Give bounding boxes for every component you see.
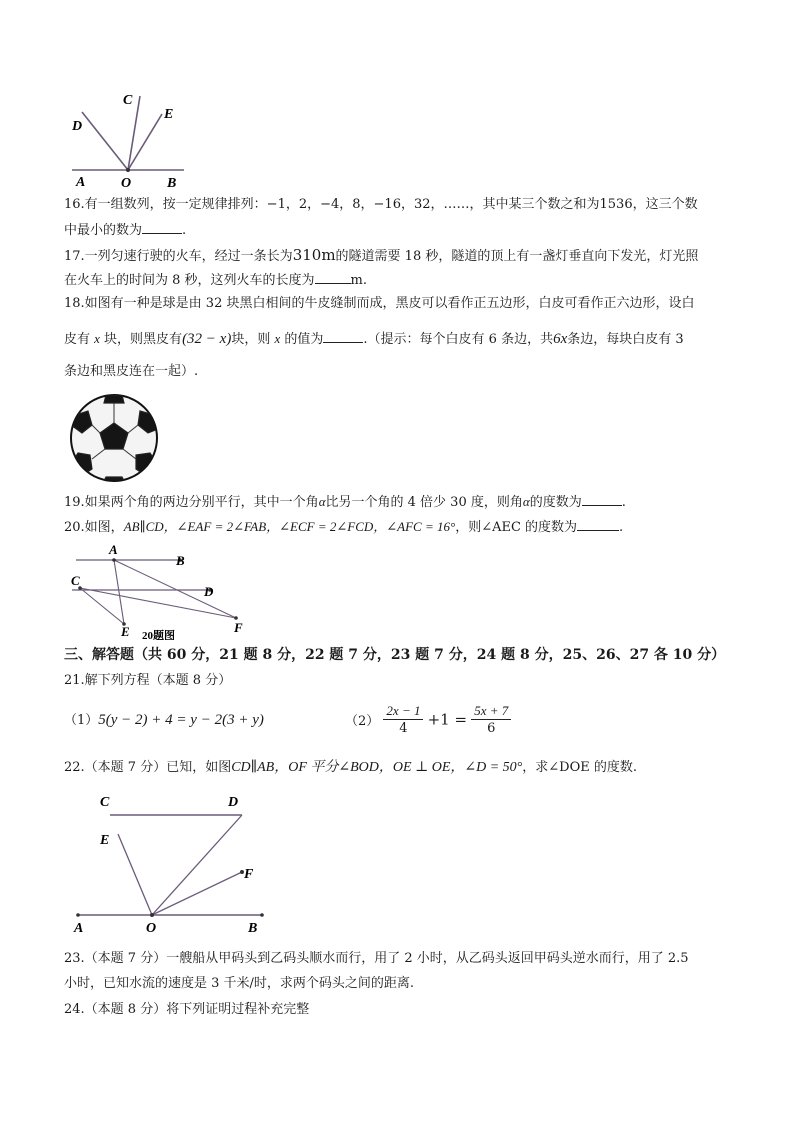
- ray-od: [82, 112, 128, 170]
- label-f: F: [244, 867, 254, 882]
- figure-caption: 20题图: [142, 630, 175, 640]
- q16-line1: 16.有一组数列，按一定规律排列：−1，2，−4，8，−16，32，……，其中某三个数之和为1536，这三个数: [64, 197, 698, 212]
- label-d: D: [228, 795, 239, 810]
- figure-q22: [66, 790, 276, 936]
- q16-line2: 中最小的数为 .: [64, 223, 187, 238]
- q21-title: 21.解下列方程（本题 8 分）: [64, 673, 232, 688]
- q18-line2: 皮有 x 块，则黑皮有(32 − x)块，则 x 的值为 .（提示：每个白皮有 6 条边，共6x条边，每块白皮有 3: [64, 331, 684, 347]
- label-b: B: [248, 921, 258, 936]
- figure-q20: [66, 540, 256, 640]
- label-f: F: [234, 620, 243, 635]
- label-b: B: [167, 176, 177, 190]
- q17-line2: 在火车上的时间为 8 秒，这列火车的长度为 m.: [64, 273, 368, 288]
- q21-part2: （2） $\frac{2x - 1}{4}$ +1 = $\frac{5x + 7}{6}$: [345, 702, 511, 737]
- answer-blank[interactable]: [577, 518, 619, 531]
- soccer-ball-figure: [68, 393, 160, 483]
- figure-angle-diagram: [66, 90, 196, 190]
- q21-part1: （1）5(y − 2) + 4 = y − 2(3 + y): [64, 712, 264, 728]
- answer-blank[interactable]: [315, 271, 351, 284]
- q18-line1: 18.如图有一种是球是由 32 块黑白相间的牛皮缝制而成，黑皮可以看作正五边形，白皮可看作正六边形，设白: [64, 296, 695, 311]
- label-a: A: [74, 921, 84, 936]
- q20-line: 20.如图，AB∥CD，∠EAF = 2∠FAB，∠ECF = 2∠FCD，∠AFC = 16°，则∠AEC 的度数为 .: [64, 519, 624, 535]
- q17-line1: 17.一列匀速行驶的火车，经过一条长为310m的隧道需要 18 秒，隧道的顶上有一盏灯垂直向下发光，灯光照: [64, 246, 699, 264]
- label-o: O: [146, 921, 157, 936]
- answer-blank[interactable]: [323, 330, 363, 343]
- label-e: E: [121, 624, 130, 639]
- label-o: O: [121, 176, 132, 190]
- label-a: A: [109, 542, 118, 557]
- label-e: E: [164, 107, 174, 122]
- label-c: C: [71, 573, 80, 588]
- q23-line2: 小时，已知水流的速度是 3 千米/时，求两个码头之间的距离.: [64, 976, 415, 991]
- label-c: C: [123, 93, 133, 108]
- label-d: D: [72, 119, 83, 134]
- label-e: E: [100, 833, 110, 848]
- q19-line: 19.如果两个角的两边分别平行，其中一个角α比另一个角的 4 倍少 30 度，则角α的度数为 .: [64, 494, 626, 510]
- answer-blank[interactable]: [142, 221, 182, 234]
- label-d: D: [204, 584, 214, 599]
- answer-blank[interactable]: [582, 493, 622, 506]
- label-c: C: [100, 795, 110, 810]
- section3-header: 三、解答题（共 60 分，21 题 8 分，22 题 7 分，23 题 7 分，24 题 8 分，25、26、27 各 10 分）: [64, 647, 726, 663]
- label-a: A: [76, 175, 86, 190]
- label-b: B: [176, 553, 185, 568]
- q22-line: 22.（本题 7 分）已知，如图CD∥AB，OF 平分∠BOD，OE ⊥ OE，∠D = 50°，求∠DOE 的度数.: [64, 760, 638, 775]
- q24-line1: 24.（本题 8 分）将下列证明过程补充完整: [64, 1002, 310, 1017]
- q23-line1: 23.（本题 7 分）一艘船从甲码头到乙码头顺水而行，用了 2 小时，从乙码头返回甲码头逆水而行，用了 2.5: [64, 951, 689, 966]
- q18-line3: 条边和黑皮连在一起）.: [64, 364, 199, 379]
